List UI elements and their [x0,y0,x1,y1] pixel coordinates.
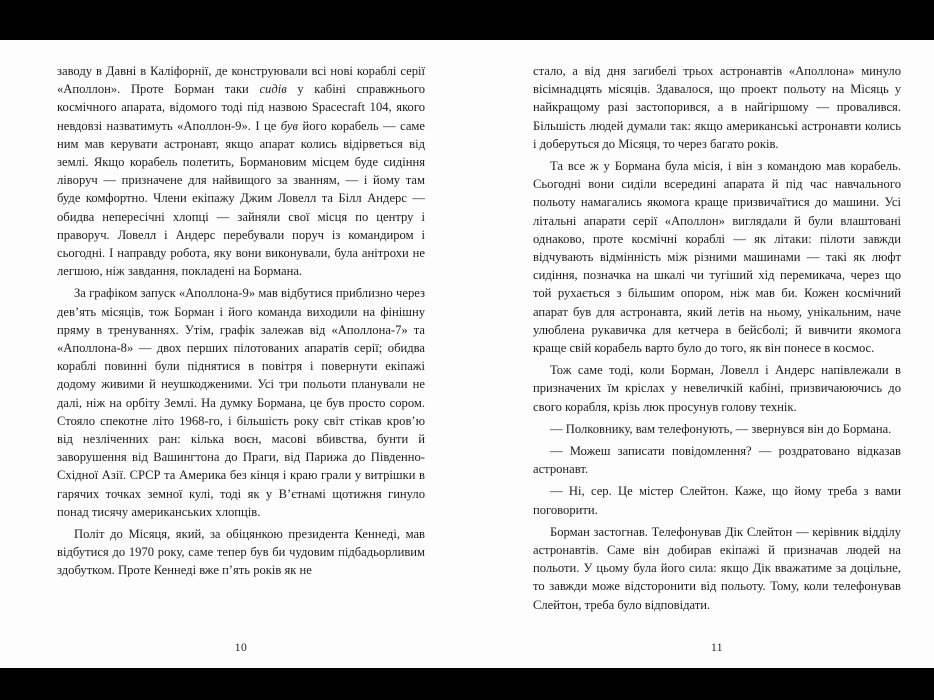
page-text-right [533,62,901,634]
page-text-left [57,62,425,634]
text-run: Борман застогнав. Телефонував Дік Слейтон — керівник відділу астронавтів. Саме він добирав екіпажі й призначав людей на польоти. У цьому була його сила: якщо Дік вважатиме за доцільне, то завжди може відсторонити від польоту. Тому, коли телефонував Слейтон, треба було відповідати. [533,524,901,612]
text-run: стало, а від дня загибелі трьох астронавтів «Аполлона» минуло вісімнадцять місяців. Здавалося, що проект польоту на Місяць у найкращому разі застопорився, а в найгіршому — провалився. Більшість людей думали так: якщо американські астронавти колись і доберуться до Місяця, то через багато років. [533,64,901,151]
italic-text-run: був [280,118,298,133]
italic-text-run: сидів [259,82,287,97]
text-run: у кабіні справжнього космічного апарата, відомого тоді під назвою Spacecraft 104, якого невдовзі назватимуть «Аполлон-9». І це [57,82,425,133]
paragraph [533,420,901,438]
paragraph [533,442,901,478]
text-run: За графіком запуск «Аполлона-9» мав відбутися приблизно через дев’ять місяців, тож Борман і його команда виходили на фінішну пряму в тренуваннях. Утім, графік залежав від «Аполлона-7» та «Аполлона-8» — двох перших пілотованих апаратів серії; обидва кораблі повинні були піднятися в повітря і повернути екіпажі додому живими й неушкодженими. Усі три польоти планували не далі, ніж на орбіту Землі. На думку Бормана, це був просто сором. Стояло спекотне літо 1968-го, і більшість року світ стікав кров’ю від незліченних ран: кілька воєн, масові вбивства, бунти й заворушення від Вашингтона до Праги, від Парижа до Південно-Східної Азії. СРСР та Америка без кінця і краю грали у витрішки в гарячих точках земної кулі, тоді як у В’єтнамі щотижня гинуло понад тисячу американських хлопців. [57,286,425,519]
text-run: — Можеш записати повідомлення? — роздратовано відказав астронавт. [533,444,901,477]
page-number-left: 10 [234,642,248,654]
paragraph [533,157,901,357]
paragraph [57,525,425,580]
text-run: Та все ж у Бормана була місія, і він з командою мав корабель. Сьогодні вони сиділи всередині апарата й під час навчального польоту намагались якомога краще призвичаїтися до машини. Усі літальні апарати серії «Аполлон» виглядали й були влаштовані однаково, проте космічні кораблі — як літаки: пілоти завжди відчувають відмінність між різними машинами — такі як люфт сидіння, позначка на шкалі чи тугіший хід перемикача, через що той рухається з більшим опором, ніж мав би. Кожен космічний апарат був для астронавта, який летів на ньому, унікальним, наче улюблена рукавичка для кетчера в бейсболі; й вивчити якомога краще свій корабель варто було до того, як він понесе в космос. [533,159,901,356]
text-run: — Полковнику, вам телефонують, — звернувся він до Бормана. [550,421,892,436]
paragraph [533,482,901,518]
paragraph [533,62,901,153]
text-run: його корабель — саме ним мав керувати астронавт, якщо апарат колись відірветься від землі. Якщо корабель полетить, Бормановим місцем буде сидіння ліворуч — призначене для найвищого за званням, — і йому там буде комфортно. Члени екіпажу Джим Ловелл та Білл Андерс — обидва непересічні хлопці — зайняли свої місця по центру і праворуч. Ловелл і Андерс перебували поруч із командиром і сьогодні. І направду робота, яку вони виконували, була анітрохи не легшою, ніж завдання, покладені на Бормана. [57,118,425,279]
paragraph [533,523,901,614]
paragraph [57,62,425,280]
page-number-right: 11 [710,642,724,654]
book-page-right [533,62,901,668]
book-page-left [57,62,425,668]
book-spread [0,40,934,668]
paragraph [57,284,425,521]
text-run: Політ до Місяця, який, за обіцянкою президента Кеннеді, мав відбутися до 1970 року, саме тепер був би чудовим підбадьорливим здобутком. Проте Кеннеді вже п’ять років як не [57,527,425,578]
text-run: — Ні, сер. Це містер Слейтон. Каже, що йому треба з вами поговорити. [533,484,901,517]
text-run: Тож саме тоді, коли Борман, Ловелл і Андерс напівлежали в призначених їм кріслах у невеличкій кабіні, призвичаюючись до свого корабля, крізь люк просунув голову технік. [533,363,901,414]
paragraph [533,361,901,416]
text-run: заводу в Давні в Каліфорнії, де конструювали всі нові кораблі серії «Аполлон». Проте Борман таки [57,64,425,97]
